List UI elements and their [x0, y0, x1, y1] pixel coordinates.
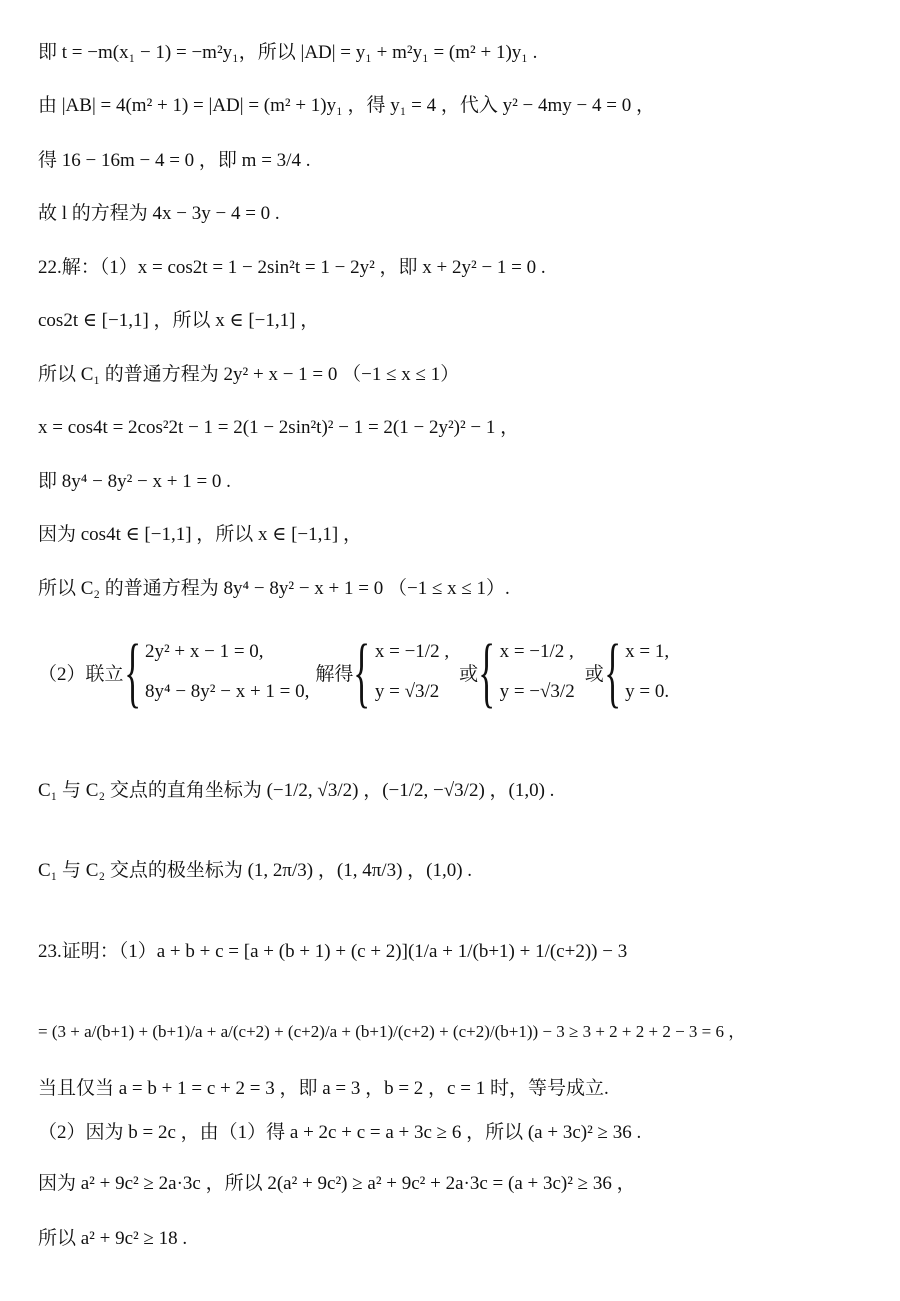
left-brace: { — [353, 628, 371, 715]
system-equation: 8y⁴ − 8y² − x + 1 = 0, — [144, 681, 310, 702]
text-line: 23.证明：（1）a + b + c = [a + (b + 1) + (c + 2)](1/a + 1/(b+1) + 1/(c+2)) − 3 — [38, 941, 628, 962]
system-prefix: （2）联立 — [38, 663, 124, 685]
text-line: 故 l 的方程为 4x − 3y − 4 = 0 . — [38, 203, 280, 224]
system-equation: 2y² + x − 1 = 0, — [144, 641, 264, 662]
text-line: x = cos4t = 2cos²2t − 1 = 2(1 − 2sin²t)² − 1 = 2(1 − 2y²)² − 1 ， — [38, 417, 520, 438]
text-line: 当且仅当 a = b + 1 = c + 2 = 3 ，即 a = 3 ，b = 2 ，c = 1 时，等号成立. — [38, 1078, 609, 1099]
text-line: 所以 C₁ 的普通方程为 2y² + x − 1 = 0 （−1 ≤ x ≤ 1） — [38, 364, 460, 385]
text-line: 所以 C₂ 的普通方程为 8y⁴ − 8y² − x + 1 = 0 （−1 ≤ x ≤ 1）. — [38, 578, 510, 599]
left-brace: { — [478, 628, 496, 715]
text-line: = (3 + a/(b+1) + (b+1)/a + a/(c+2) + (c+2)/a + (b+1)/(c+2) + (c+2)/(b+1)) − 3 ≥ 3 + 2 + 2 + 2 − 3 = 6 ， — [38, 1022, 746, 1041]
left-brace: { — [123, 628, 141, 715]
solve-label: 解得 — [315, 663, 354, 685]
text-line: cos2t ∈ [−1,1] ，所以 x ∈ [−1,1] ， — [38, 310, 320, 331]
text-line: C₁ 与 C₂ 交点的直角坐标为 (−1/2, √3/2) ，(−1/2, −√3/2) ，(1,0) . — [38, 780, 555, 801]
text-line: 得 16 − 16m − 4 = 0 ，即 m = 3/4 . — [38, 150, 311, 171]
solution-line: x = −1/2 , — [499, 641, 574, 662]
text-line: 即 8y⁴ − 8y² − x + 1 = 0 . — [38, 471, 231, 492]
text-line: 因为 a² + 9c² ≥ 2a·3c ，所以 2(a² + 9c²) ≥ a² + 9c² + 2a·3c = (a + 3c)² ≥ 36 ， — [38, 1173, 636, 1194]
solution-line: y = −√3/2 — [499, 681, 575, 702]
solution-line: x = 1, — [625, 641, 670, 662]
text-line: 22.解：（1）x = cos2t = 1 − 2sin²t = 1 − 2y² ，即 x + 2y² − 1 = 0 . — [38, 257, 546, 278]
text-line: 所以 a² + 9c² ≥ 18 . — [38, 1228, 188, 1249]
or-label: 或 — [459, 663, 479, 685]
solution-line: y = √3/2 — [374, 681, 440, 702]
text-line: 由 |AB| = 4(m² + 1) = |AD| = (m² + 1)y₁ ，得 y₁ = 4 ，代入 y² − 4my − 4 = 0 ， — [38, 95, 655, 116]
or-label: 或 — [584, 663, 604, 685]
left-brace: { — [604, 628, 621, 715]
text-line: 即 t = −m(x₁ − 1) = −m²y₁，所以 |AD| = y₁ + m²y₁ = (m² + 1)y₁ . — [38, 42, 538, 63]
text-line: （2）因为 b = 2c ，由（1）得 a + 2c + c = a + 3c ≥ 6 ，所以 (a + 3c)² ≥ 36 . — [38, 1122, 642, 1143]
equation-system — [38, 628, 878, 715]
solution-line: y = 0. — [625, 681, 670, 702]
text-line: 因为 cos4t ∈ [−1,1] ，所以 x ∈ [−1,1] ， — [38, 524, 362, 545]
text-line: C₁ 与 C₂ 交点的极坐标为 (1, 2π/3) ，(1, 4π/3) ，(1,0) . — [38, 860, 473, 881]
solution-line: x = −1/2 , — [374, 641, 450, 662]
